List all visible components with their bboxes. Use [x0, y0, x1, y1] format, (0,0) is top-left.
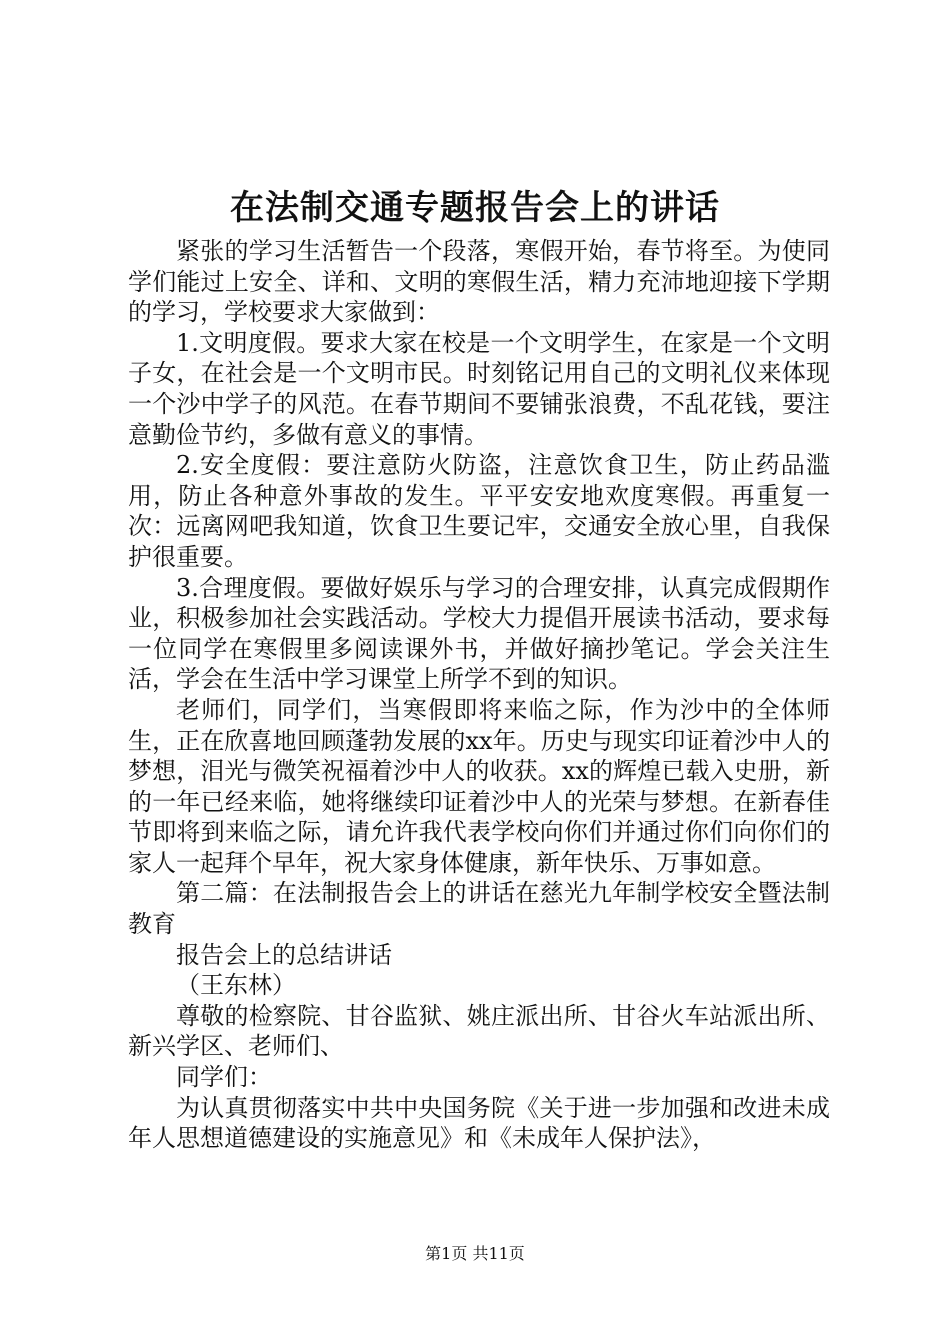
paragraph: 1.文明度假。要求大家在校是一个文明学生，在家是一个文明子女，在社会是一个文明市民。时刻铭记用自己的文明礼仪来体现一个沙中学子的风范。在春节期间不要铺张浪费，不乱花钱，要注意勤俭节约，多做有意义的事情。 — [128, 328, 830, 449]
paragraph: 老师们，同学们，当寒假即将来临之际，作为沙中的全体师生，正在欣喜地回顾蓬勃发展的xx年。历史与现实印证着沙中人的梦想，泪光与微笑祝福着沙中人的收获。xx的辉煌已载入史册，新的一年已经来临，她将继续印证着沙中人的光荣与梦想。在新春佳节即将到来临之际，请允许我代表学校向你们并通过你们向你们的家人一起拜个早年，祝大家身体健康，新年快乐、万事如意。 — [128, 695, 830, 877]
paragraph: 同学们： — [176, 1063, 272, 1092]
paragraph: 报告会上的总结讲话 — [176, 940, 392, 969]
paragraph: 尊敬的检察院、甘谷监狱、姚庄派出所、甘谷火车站派出所、新兴学区、老师们、 — [128, 1001, 830, 1061]
document-title: 在法制交通专题报告会上的讲话 — [230, 188, 720, 228]
document-body — [128, 236, 830, 1154]
page-indicator: 第1页 共11页 — [425, 1244, 525, 1263]
paragraph: 为认真贯彻落实中共中央国务院《关于进一步加强和改进未成年人思想道德建设的实施意见》和《未成年人保护法》， — [128, 1093, 830, 1153]
paragraph: 第二篇：在法制报告会上的讲话在慈光九年制学校安全暨法制教育 — [128, 879, 830, 939]
paragraph: 紧张的学习生活暂告一个段落，寒假开始，春节将至。为使同学们能过上安全、详和、文明的寒假生活，精力充沛地迎接下学期的学习，学校要求大家做到： — [128, 237, 830, 327]
paragraph: （王东林） — [176, 971, 296, 1000]
paragraph: 2.安全度假：要注意防火防盗，注意饮食卫生，防止药品滥用，防止各种意外事故的发生。平平安安地欢度寒假。再重复一次：远离网吧我知道，饮食卫生要记牢，交通安全放心里，自我保护很重要。 — [128, 451, 830, 571]
paragraph: 3.合理度假。要做好娱乐与学习的合理安排，认真完成假期作业，积极参加社会实践活动。学校大力提倡开展读书活动，要求每一位同学在寒假里多阅读课外书，并做好摘抄笔记。学会关注生活，学会在生活中学习课堂上所学不到的知识。 — [128, 573, 830, 694]
